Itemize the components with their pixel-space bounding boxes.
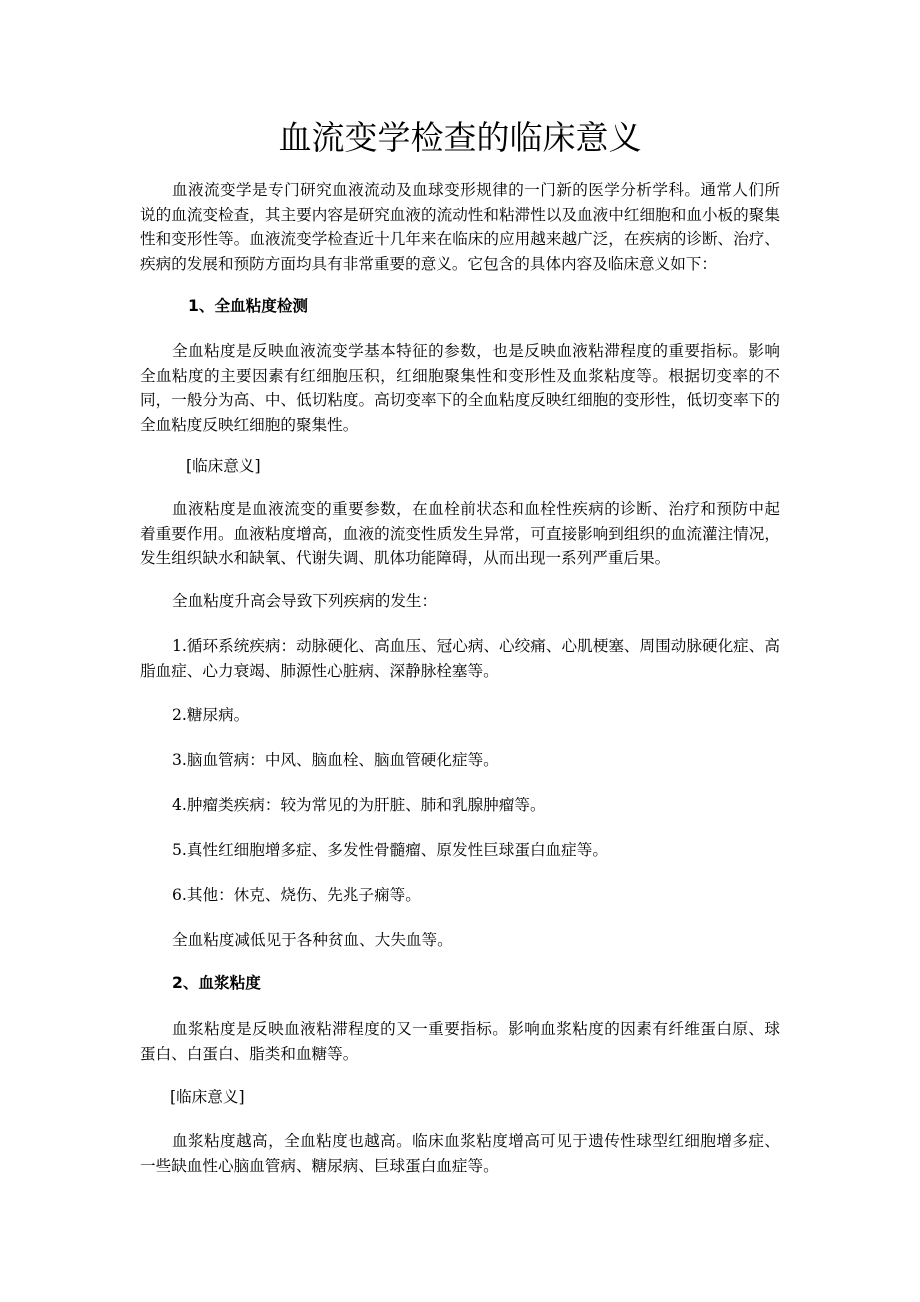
viscosity-decrease-note: 全血粘度减低见于各种贫血、大失血等。 bbox=[172, 931, 453, 949]
viscosity-rise-intro: 全血粘度升高会导致下列疾病的发生： bbox=[172, 592, 438, 610]
intro-paragraph: 血液流变学是专门研究血液流动及血球变形规律的一门新的医学分析学科。通常人们所说的血流变检查，其主要内容是研究血液的流动性和粘滞性以及血液中红细胞和血小板的聚集性和变形性等。血液流变学检查近十几年来在临床的应用越来越广泛，在疾病的诊断、治疗、疾病的发展和预防方面均具有非常重要的意义。它包含的具体内容及临床意义如下： bbox=[140, 181, 780, 273]
disease-list-item: 3.脑血管病：中风、脑血栓、脑血管硬化症等。 bbox=[172, 751, 499, 769]
plasma-clinical-significance-text: 血浆粘度越高，全血粘度也越高。临床血浆粘度增高可见于遗传性球型红细胞增多症、一些缺血性心脑血管病、糖尿病、巨球蛋白血症等。 bbox=[140, 1132, 780, 1175]
whole-blood-viscosity-description: 全血粘度是反映血液流变学基本特征的参数，也是反映血液粘滞程度的重要指标。影响全血粘度的主要因素有红细胞压积，红细胞聚集性和变形性及血浆粘度等。根据切变率的不同，一般分为高、中、低切粘度。高切变率下的全血粘度反映红细胞的变形性，低切变率下的全血粘度反映红细胞的聚集性。 bbox=[140, 342, 780, 434]
plasma-viscosity-description: 血浆粘度是反映血液粘滞程度的又一重要指标。影响血浆粘度的因素有纤维蛋白原、球蛋白、白蛋白、脂类和血糖等。 bbox=[140, 1020, 780, 1063]
page-title: 血流变学检查的临床意义 bbox=[278, 118, 642, 157]
disease-list-item: 1.循环系统疾病：动脉硬化、高血压、冠心病、心绞痛、心肌梗塞、周围动脉硬化症、高脂血症、心力衰竭、肺源性心脏病、深静脉栓塞等。 bbox=[140, 637, 780, 680]
clinical-significance-label: [临床意义] bbox=[170, 1088, 245, 1106]
section-heading-whole-blood-viscosity: 1、全血粘度检测 bbox=[188, 297, 309, 315]
clinical-significance-text: 血液粘度是血液流变的重要参数，在血栓前状态和血栓性疾病的诊断、治疗和预防中起着重要作用。血液粘度增高，血液的流变性质发生异常，可直接影响到组织的血流灌注情况，发生组织缺水和缺氧、代谢失调、肌体功能障碍，从而出现一系列严重后果。 bbox=[140, 500, 780, 567]
disease-list-item: 5.真性红细胞增多症、多发性骨髓瘤、原发性巨球蛋白血症等。 bbox=[172, 841, 608, 859]
disease-list-item: 6.其他：休克、烧伤、先兆子痫等。 bbox=[172, 886, 421, 904]
disease-list-item: 4.肿瘤类疾病：较为常见的为肝脏、肺和乳腺肿瘤等。 bbox=[172, 796, 546, 814]
clinical-significance-label: [临床意义] bbox=[186, 457, 261, 475]
disease-list-item: 2.糖尿病。 bbox=[172, 706, 250, 724]
section-heading-plasma-viscosity: 2、血浆粘度 bbox=[172, 974, 261, 992]
